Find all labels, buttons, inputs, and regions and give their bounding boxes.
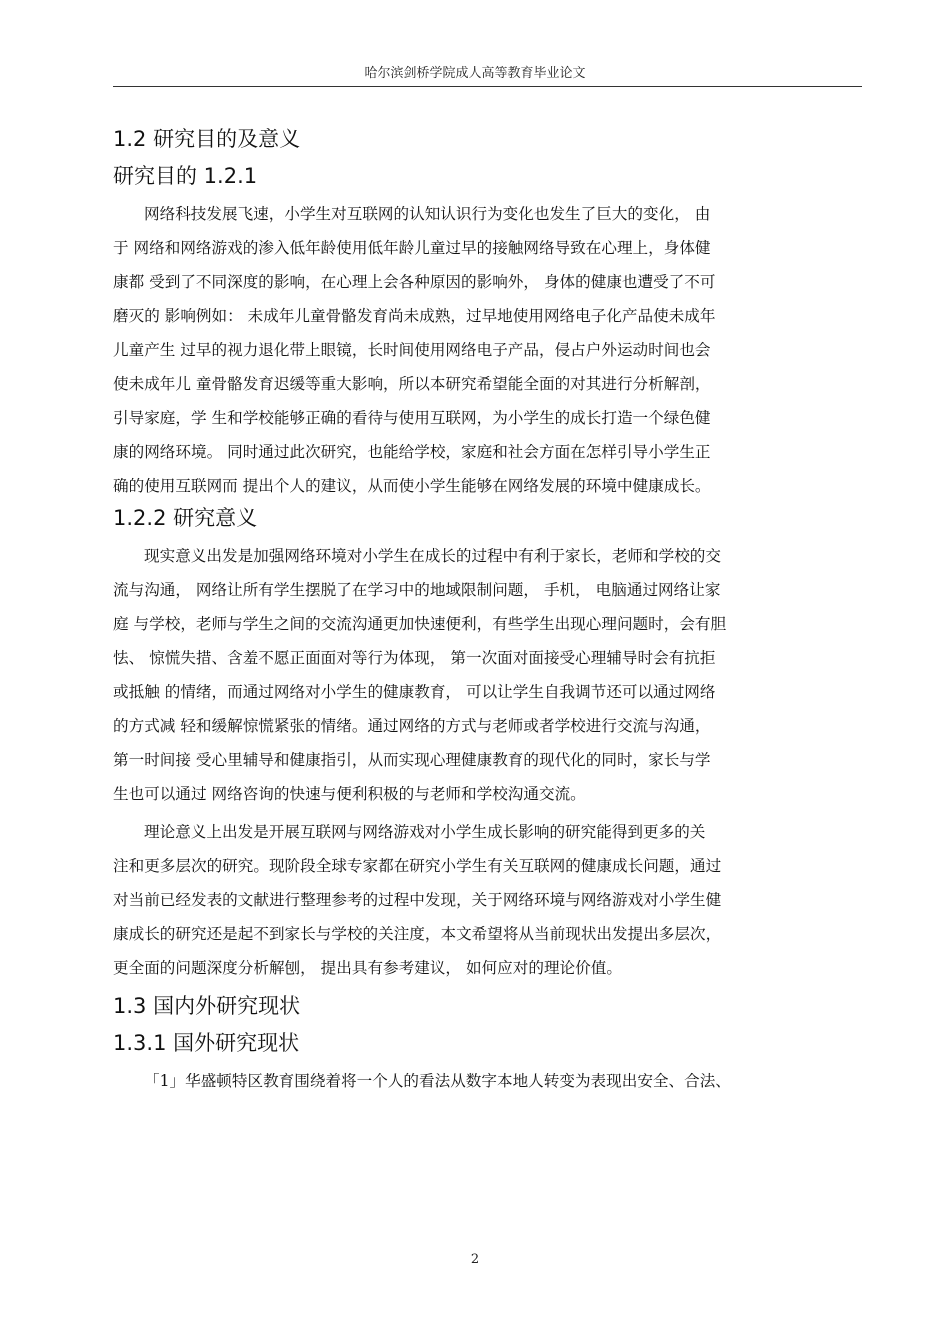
text-line: 磨灭的 影响例如： 未成年儿童骨骼发育尚未成熟，过早地使用网络电子化产品使未成年: [113, 307, 716, 325]
text-line: 对当前已经发表的文献进行整理参考的过程中发现，关于网络环境与网络游戏对小学生健: [113, 891, 722, 909]
text-line: 的方式减 轻和缓解惊慌紧张的情绪。通过网络的方式与老师或者学校进行交流与沟通，: [113, 717, 711, 735]
page-body: [113, 124, 862, 1098]
subsection-heading-1-2-2: 1.2.2 研究意义: [113, 506, 258, 530]
text-line: 儿童产生 过早的视力退化带上眼镜，长时间使用网络电子产品，侵占户外运动时间也会: [113, 341, 711, 359]
running-header: 哈尔滨剑桥学院成人高等教育毕业论文: [364, 66, 586, 81]
text-line: 庭 与学校，老师与学生之间的交流沟通更加快速便利，有些学生出现心理问题时，会有胆: [113, 615, 727, 633]
section-heading-1-3: 1.3 国内外研究现状: [113, 994, 301, 1018]
text-line: 怯、 惊慌失措、含羞不愿正面面对等行为体现， 第一次面对面接受心理辅导时会有抗拒: [113, 649, 716, 667]
header-rule: [113, 86, 862, 87]
page-number: 2: [470, 1252, 480, 1267]
text-line: 更全面的问题深度分析解刨， 提出具有参考建议， 如何应对的理论价值。: [113, 959, 622, 977]
subsection-heading-1-2-1: 研究目的 1.2.1: [113, 164, 258, 188]
text-line: 引导家庭，学 生和学校能够正确的看待与使用互联网，为小学生的成长打造一个绿色健: [113, 409, 711, 427]
text-line: 第一时间接 受心里辅导和健康指引，从而实现心理健康教育的现代化的同时，家长与学: [113, 751, 711, 769]
text-line: 康成长的研究还是起不到家长与学校的关注度，本文希望将从当前现状出发提出多层次，: [113, 925, 722, 943]
text-line: 康的网络环境。 同时通过此次研究，也能给学校，家庭和社会方面在怎样引导小学生正: [113, 443, 711, 461]
text-line: 确的使用互联网而 提出个人的建议，从而使小学生能够在网络发展的环境中健康成长。: [113, 477, 711, 495]
paragraph-research-purpose: [113, 197, 862, 503]
text-line: 「1」华盛顿特区教育围绕着将一个人的看法从数字本地人转变为表现出安全、合法、: [144, 1072, 731, 1090]
text-line: 网络科技发展飞速，小学生对互联网的认知认识行为变化也发生了巨大的变化， 由: [144, 205, 711, 223]
paragraph-theoretical-significance: [113, 815, 862, 985]
text-line: 理论意义上出发是开展互联网与网络游戏对小学生成长影响的研究能得到更多的关: [144, 823, 706, 841]
text-line: 使未成年儿 童骨骼发育迟缓等重大影响，所以本研究希望能全面的对其进行分析解剖，: [113, 375, 711, 393]
subsection-heading-1-3-1: 1.3.1 国外研究现状: [113, 1031, 300, 1055]
text-line: 康都 受到了不同深度的影响，在心理上会各种原因的影响外， 身体的健康也遭受了不可: [113, 273, 716, 291]
section-heading-1-2: 1.2 研究目的及意义: [113, 127, 301, 151]
text-line: 或抵触 的情绪，而通过网络对小学生的健康教育， 可以让学生自我调节还可以通过网络: [113, 683, 716, 701]
text-line: 生也可以通过 网络咨询的快速与便利积极的与老师和学校沟通交流。: [113, 785, 586, 803]
text-line: 流与沟通， 网络让所有学生摆脱了在学习中的地域限制问题， 手机， 电脑通过网络让家: [113, 581, 721, 599]
text-line: 于 网络和网络游戏的渗入低年龄使用低年龄儿童过早的接触网络导致在心理上，身体健: [113, 239, 711, 257]
text-line: 注和更多层次的研究。现阶段全球专家都在研究小学生有关互联网的健康成长问题，通过: [113, 857, 722, 875]
paragraph-practical-significance: [113, 539, 862, 811]
text-line: 现实意义出发是加强网络环境对小学生在成长的过程中有利于家长，老师和学校的交: [144, 547, 721, 565]
paragraph-foreign-research: [113, 1064, 862, 1098]
